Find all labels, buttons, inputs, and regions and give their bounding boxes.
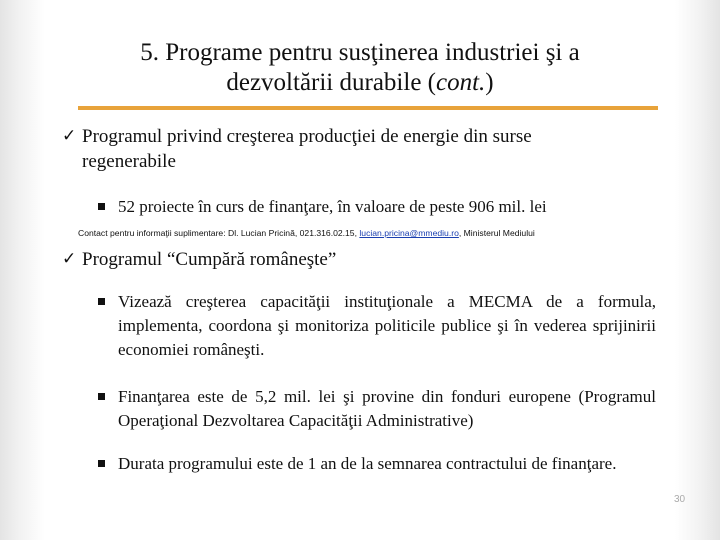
title-line-1: 5. Programe pentru susţinerea industriei şi a <box>140 39 580 66</box>
page-number: 30 <box>674 494 686 505</box>
square-bullet-icon <box>98 393 105 400</box>
square-bullet-icon <box>98 203 105 210</box>
check-mark-icon: ✓ <box>62 126 77 146</box>
section-2-bullet-2-text: Finanţarea este de 5,2 mil. lei şi provine din fonduri europene (Programul Operaţional Dezvoltarea Capacităţii Administrative) <box>118 387 656 430</box>
contact-email-link[interactable]: lucian.pricina@mmediu.ro <box>359 228 459 238</box>
square-bullet-icon <box>98 460 105 467</box>
contact-line <box>78 228 698 239</box>
title-line-2-end: ) <box>485 69 494 96</box>
title-line-2-italic: cont. <box>436 69 486 96</box>
section-1-heading-line-1: Programul privind creşterea producţiei de energie din surse <box>82 126 532 147</box>
title-divider <box>78 106 658 110</box>
contact-suffix: , Ministerul Mediului <box>458 228 535 238</box>
title-line-2 <box>60 68 660 98</box>
section-1-bullet-text: 52 proiecte în curs de finanţare, în valoare de peste 906 mil. lei <box>118 197 547 216</box>
title-line-2-text: dezvoltării durabile ( <box>226 69 436 96</box>
section-2-bullet-3-text: Durata programului este de 1 an de la semnarea contractului de finanţare. <box>118 454 617 473</box>
section-1-heading-line-2: regenerabile <box>82 151 176 172</box>
contact-prefix: Contact pentru informaţii suplimentare: Dl. Lucian Pricină, 021.316.02.15, <box>78 228 360 238</box>
section-2-heading-text: Programul “Cumpără româneşte” <box>82 249 337 270</box>
slide-title <box>60 38 660 98</box>
section-2-bullet-1-text: Vizează creşterea capacităţii instituţionale a MECMA de a formula, implementa, coordona şi monitoriza politicile publice şi în vederea sprijinirii economiei româneşti. <box>118 292 656 359</box>
check-mark-icon: ✓ <box>62 249 77 269</box>
square-bullet-icon <box>98 298 105 305</box>
